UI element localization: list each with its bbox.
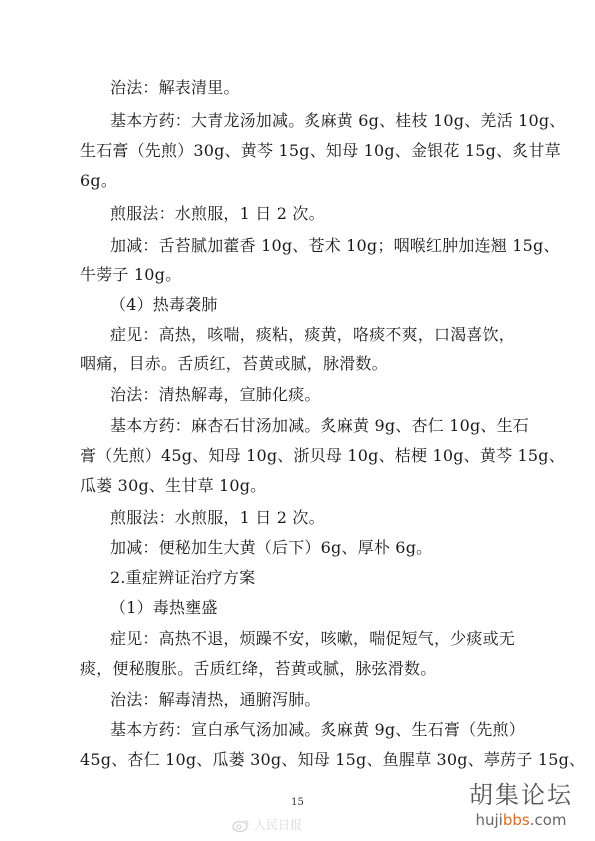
text-line: 症见：高热不退，烦躁不安，咳嗽，喘促短气，少痰或无	[110, 629, 516, 648]
weibo-watermark-text: 人民日报	[254, 818, 303, 832]
text-line: 生石膏（先煎）30g、黄芩 15g、知母 10g、金银花 15g、炙甘草	[80, 141, 561, 160]
text-line: 治法：清热解毒，宣肺化痰。	[110, 385, 321, 404]
weibo-logo-icon	[232, 818, 250, 832]
forum-url-suffix: .com	[529, 811, 567, 829]
text-line: 45g、杏仁 10g、瓜蒌 30g、知母 15g、鱼腥草 30g、葶苈子 15g、	[80, 750, 586, 769]
text-line: 治法：解毒清热，通腑泻肺。	[110, 690, 321, 709]
forum-url-highlight: bbs	[502, 811, 530, 829]
text-line: 瓜蒌 30g、生甘草 10g。	[80, 476, 267, 495]
forum-watermark	[469, 780, 573, 830]
forum-url	[469, 810, 573, 830]
text-line: 痰，便秘腹胀。舌质红绛，苔黄或腻，脉弦滑数。	[80, 659, 437, 678]
text-line: 治法：解表清里。	[110, 78, 240, 97]
text-line: 加减：舌苔腻加藿香 10g、苍术 10g；咽喉红肿加连翘 15g、	[110, 236, 560, 255]
section-heading: 2.重症辨证治疗方案	[110, 568, 256, 587]
text-line: 基本方药：麻杏石甘汤加减。炙麻黄 9g、杏仁 10g、生石	[110, 416, 529, 435]
text-line: 6g。	[80, 171, 118, 190]
text-line: 基本方药：宣白承气汤加减。炙麻黄 9g、生石膏（先煎）	[110, 720, 525, 739]
text-line: 加减：便秘加生大黄（后下）6g、厚朴 6g。	[110, 538, 433, 557]
section-heading: （4）热毒袭肺	[110, 295, 218, 314]
text-line: 症见：高热，咳喘，痰粘，痰黄，咯痰不爽，口渴喜饮，	[110, 325, 516, 344]
forum-url-prefix: huji	[475, 811, 503, 829]
section-heading: （1）毒热壅盛	[110, 598, 218, 617]
text-line: 咽痛，目赤。舌质红，苔黄或腻，脉滑数。	[80, 354, 388, 373]
text-line: 牛蒡子 10g。	[80, 265, 182, 284]
text-line: 基本方药：大青龙汤加减。炙麻黄 6g、桂枝 10g、羌活 10g、	[110, 111, 566, 130]
text-line: 煎服法：水煎服，1 日 2 次。	[110, 204, 325, 223]
text-line: 煎服法：水煎服，1 日 2 次。	[110, 508, 325, 527]
page-number: 15	[291, 797, 304, 808]
forum-name: 胡集论坛	[469, 781, 573, 809]
text-line: 膏（先煎）45g、知母 10g、浙贝母 10g、桔梗 10g、黄芩 15g、	[80, 446, 565, 465]
weibo-watermark	[232, 816, 302, 833]
